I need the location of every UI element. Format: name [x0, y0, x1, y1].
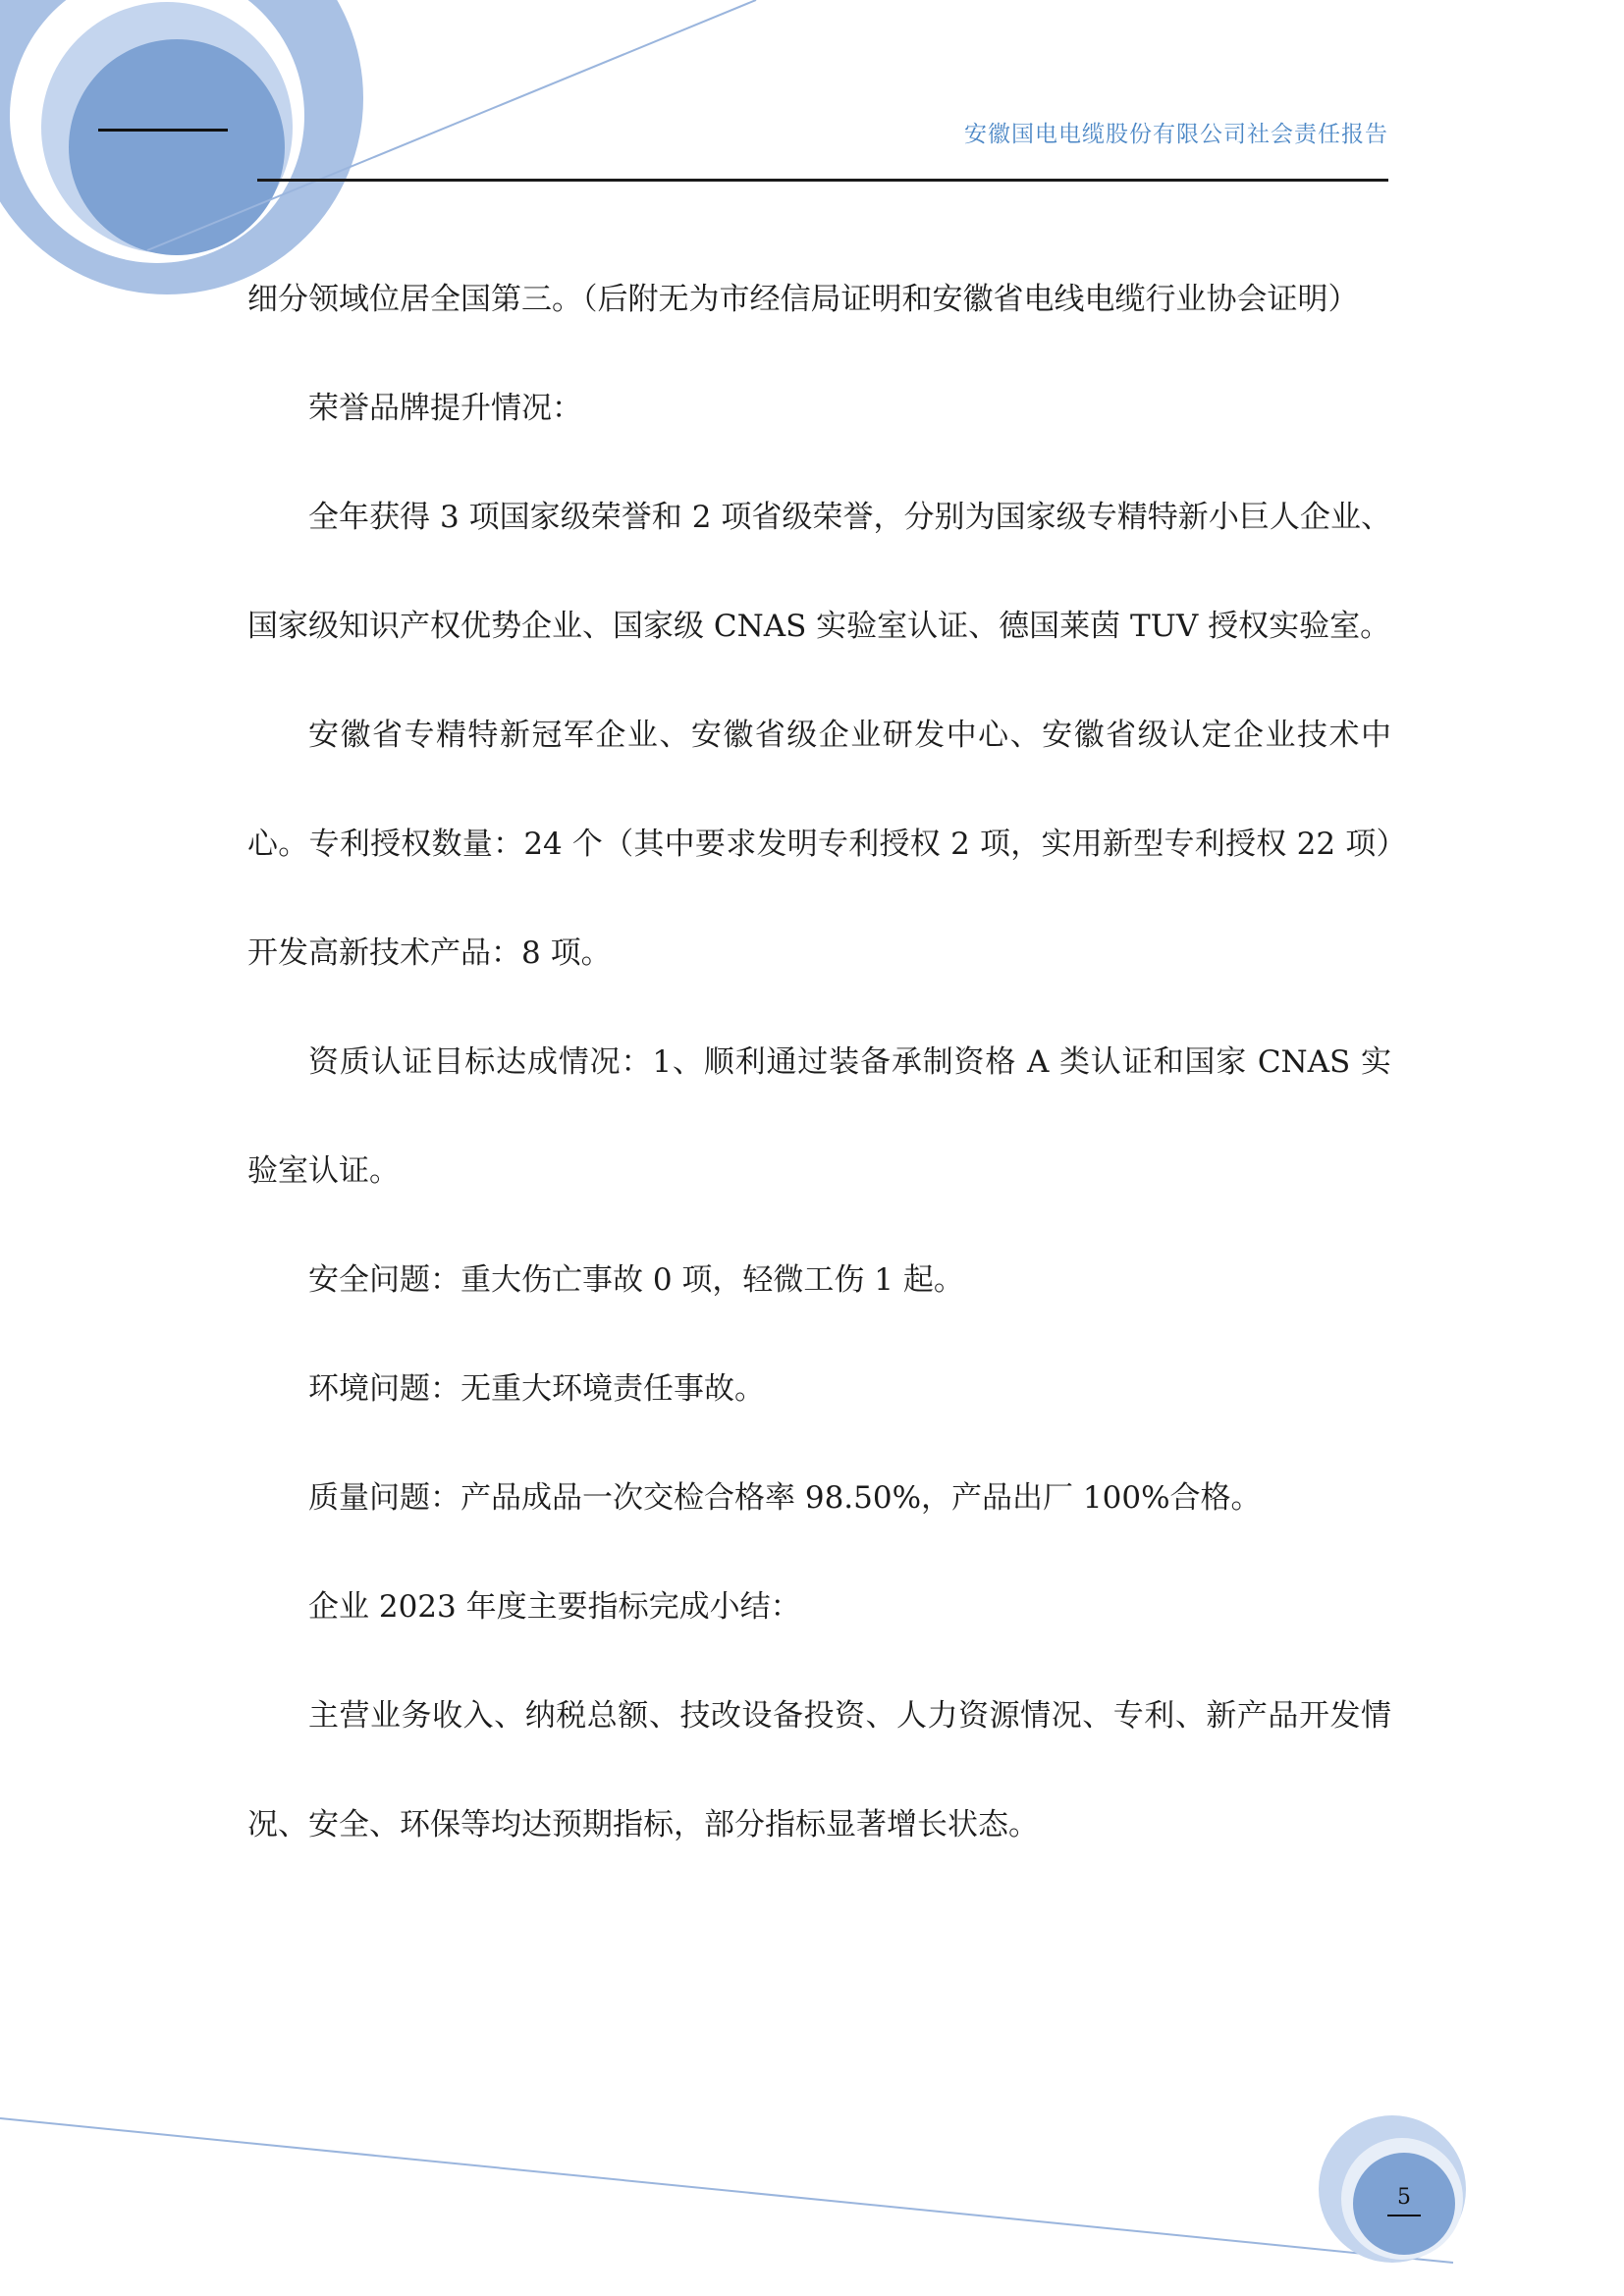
footer-diagonal-line [0, 2118, 1453, 2263]
header-accent-line [98, 129, 228, 132]
paragraph-national-honors: 全年获得 3 项国家级荣誉和 2 项省级荣誉，分别为国家级专精特新小巨人企业、国家级知识产权优势企业、国家级 CNAS 实验室认证、德国莱茵 TUV 授权实验室。 [247, 500, 1391, 644]
header-rule [257, 179, 1388, 182]
body-text [247, 245, 1391, 1880]
paragraph-provincial-honors: 安徽省专精特新冠军企业、安徽省级企业研发中心、安徽省级认定企业技术中心。专利授权数量：24 个（其中要求发明专利授权 2 项，实用新型专利授权 22 项）开发高新技术产品：8 项。 [247, 718, 1391, 971]
report-header-title: 安徽国电电缆股份有限公司社会责任报告 [964, 122, 1388, 147]
paragraph-honor-heading: 荣誉品牌提升情况： [308, 391, 582, 426]
page-number-underline [1387, 2215, 1421, 2216]
paragraph-environment: 环境问题：无重大环境责任事故。 [308, 1371, 765, 1407]
paragraph-summary: 主营业务收入、纳税总额、技改设备投资、人力资源情况、专利、新产品开发情况、安全、环保等均达预期指标，部分指标显著增长状态。 [247, 1698, 1391, 1842]
paragraph-quality: 质量问题：产品成品一次交检合格率 98.50%，产品出厂 100%合格。 [308, 1480, 1262, 1516]
paragraph-summary-heading: 企业 2023 年度主要指标完成小结： [308, 1589, 801, 1625]
page-number: 5 [1397, 2185, 1411, 2210]
paragraph-qualification: 资质认证目标达成情况：1、顺利通过装备承制资格 A 类认证和国家 CNAS 实验室认证。 [247, 1044, 1391, 1189]
paragraph-safety: 安全问题：重大伤亡事故 0 项，轻微工伤 1 起。 [308, 1262, 964, 1298]
paragraph-continuation: 细分领域位居全国第三。（后附无为市经信局证明和安徽省电线电缆行业协会证明） [247, 282, 1359, 317]
